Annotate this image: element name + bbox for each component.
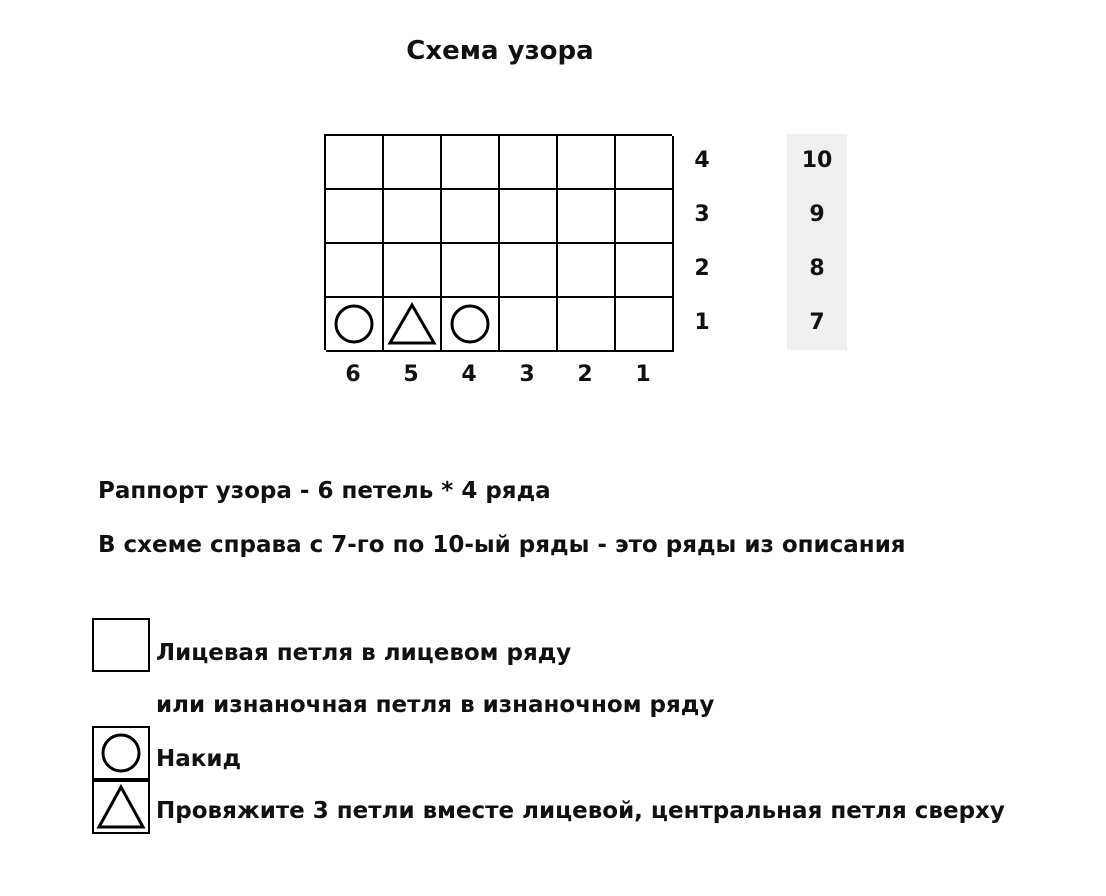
legend-knit-label-cont: или изнаночная петля в изнаночном ряду bbox=[156, 692, 715, 718]
chart-cell bbox=[616, 136, 674, 190]
chart-cell bbox=[500, 136, 558, 190]
column-number: 4 bbox=[461, 362, 477, 387]
chart-cell bbox=[500, 298, 558, 352]
chart-cell bbox=[442, 190, 500, 244]
page-title: Схема узора bbox=[406, 36, 594, 66]
chart-cell bbox=[442, 136, 500, 190]
legend-knit-box bbox=[92, 618, 150, 672]
description-row-number: 7 bbox=[809, 310, 825, 335]
chart-cell bbox=[384, 136, 442, 190]
triangle-icon bbox=[386, 301, 438, 347]
chart-cell bbox=[442, 244, 500, 298]
rows-note: В схеме справа с 7-го по 10-ый ряды - это ряды из описания bbox=[98, 532, 906, 558]
column-number: 2 bbox=[577, 362, 593, 387]
chart-cell bbox=[442, 298, 500, 352]
chart-cell bbox=[326, 298, 384, 352]
circle-icon bbox=[98, 730, 144, 776]
pattern-chart-grid bbox=[324, 134, 672, 350]
description-row-number: 10 bbox=[801, 148, 833, 173]
chart-cell bbox=[384, 298, 442, 352]
row-number: 4 bbox=[694, 148, 710, 173]
description-row-number: 8 bbox=[809, 256, 825, 281]
chart-cell bbox=[558, 244, 616, 298]
chart-cell bbox=[326, 244, 384, 298]
chart-cell bbox=[616, 190, 674, 244]
chart-cell bbox=[500, 244, 558, 298]
chart-cell bbox=[616, 244, 674, 298]
row-numbers bbox=[686, 134, 718, 350]
row-number: 3 bbox=[694, 202, 710, 227]
circle-icon bbox=[448, 302, 492, 346]
legend-k3tog-box bbox=[92, 780, 150, 834]
circle-icon bbox=[332, 302, 376, 346]
row-number: 2 bbox=[694, 256, 710, 281]
legend-yarn-over-box bbox=[92, 726, 150, 780]
column-number: 5 bbox=[403, 362, 419, 387]
column-number: 3 bbox=[519, 362, 535, 387]
column-numbers bbox=[324, 362, 672, 387]
row-number: 1 bbox=[694, 310, 710, 335]
chart-cell bbox=[384, 244, 442, 298]
chart-cell bbox=[616, 298, 674, 352]
description-row-numbers bbox=[787, 134, 847, 350]
legend-k3tog-label: Провяжите 3 петли вместе лицевой, центральная петля сверху bbox=[156, 798, 1005, 824]
triangle-icon bbox=[95, 783, 147, 831]
chart-cell bbox=[326, 136, 384, 190]
repeat-note: Раппорт узора - 6 петель * 4 ряда bbox=[98, 478, 551, 504]
chart-cell bbox=[558, 136, 616, 190]
chart-cell bbox=[500, 190, 558, 244]
chart-cell bbox=[558, 298, 616, 352]
column-number: 1 bbox=[635, 362, 651, 387]
description-row-number: 9 bbox=[809, 202, 825, 227]
column-number: 6 bbox=[345, 362, 361, 387]
chart-cell bbox=[384, 190, 442, 244]
legend-yarn-over-label: Накид bbox=[156, 746, 242, 772]
chart-cell bbox=[326, 190, 384, 244]
chart-cell bbox=[558, 190, 616, 244]
legend-knit-label: Лицевая петля в лицевом ряду bbox=[156, 640, 572, 666]
